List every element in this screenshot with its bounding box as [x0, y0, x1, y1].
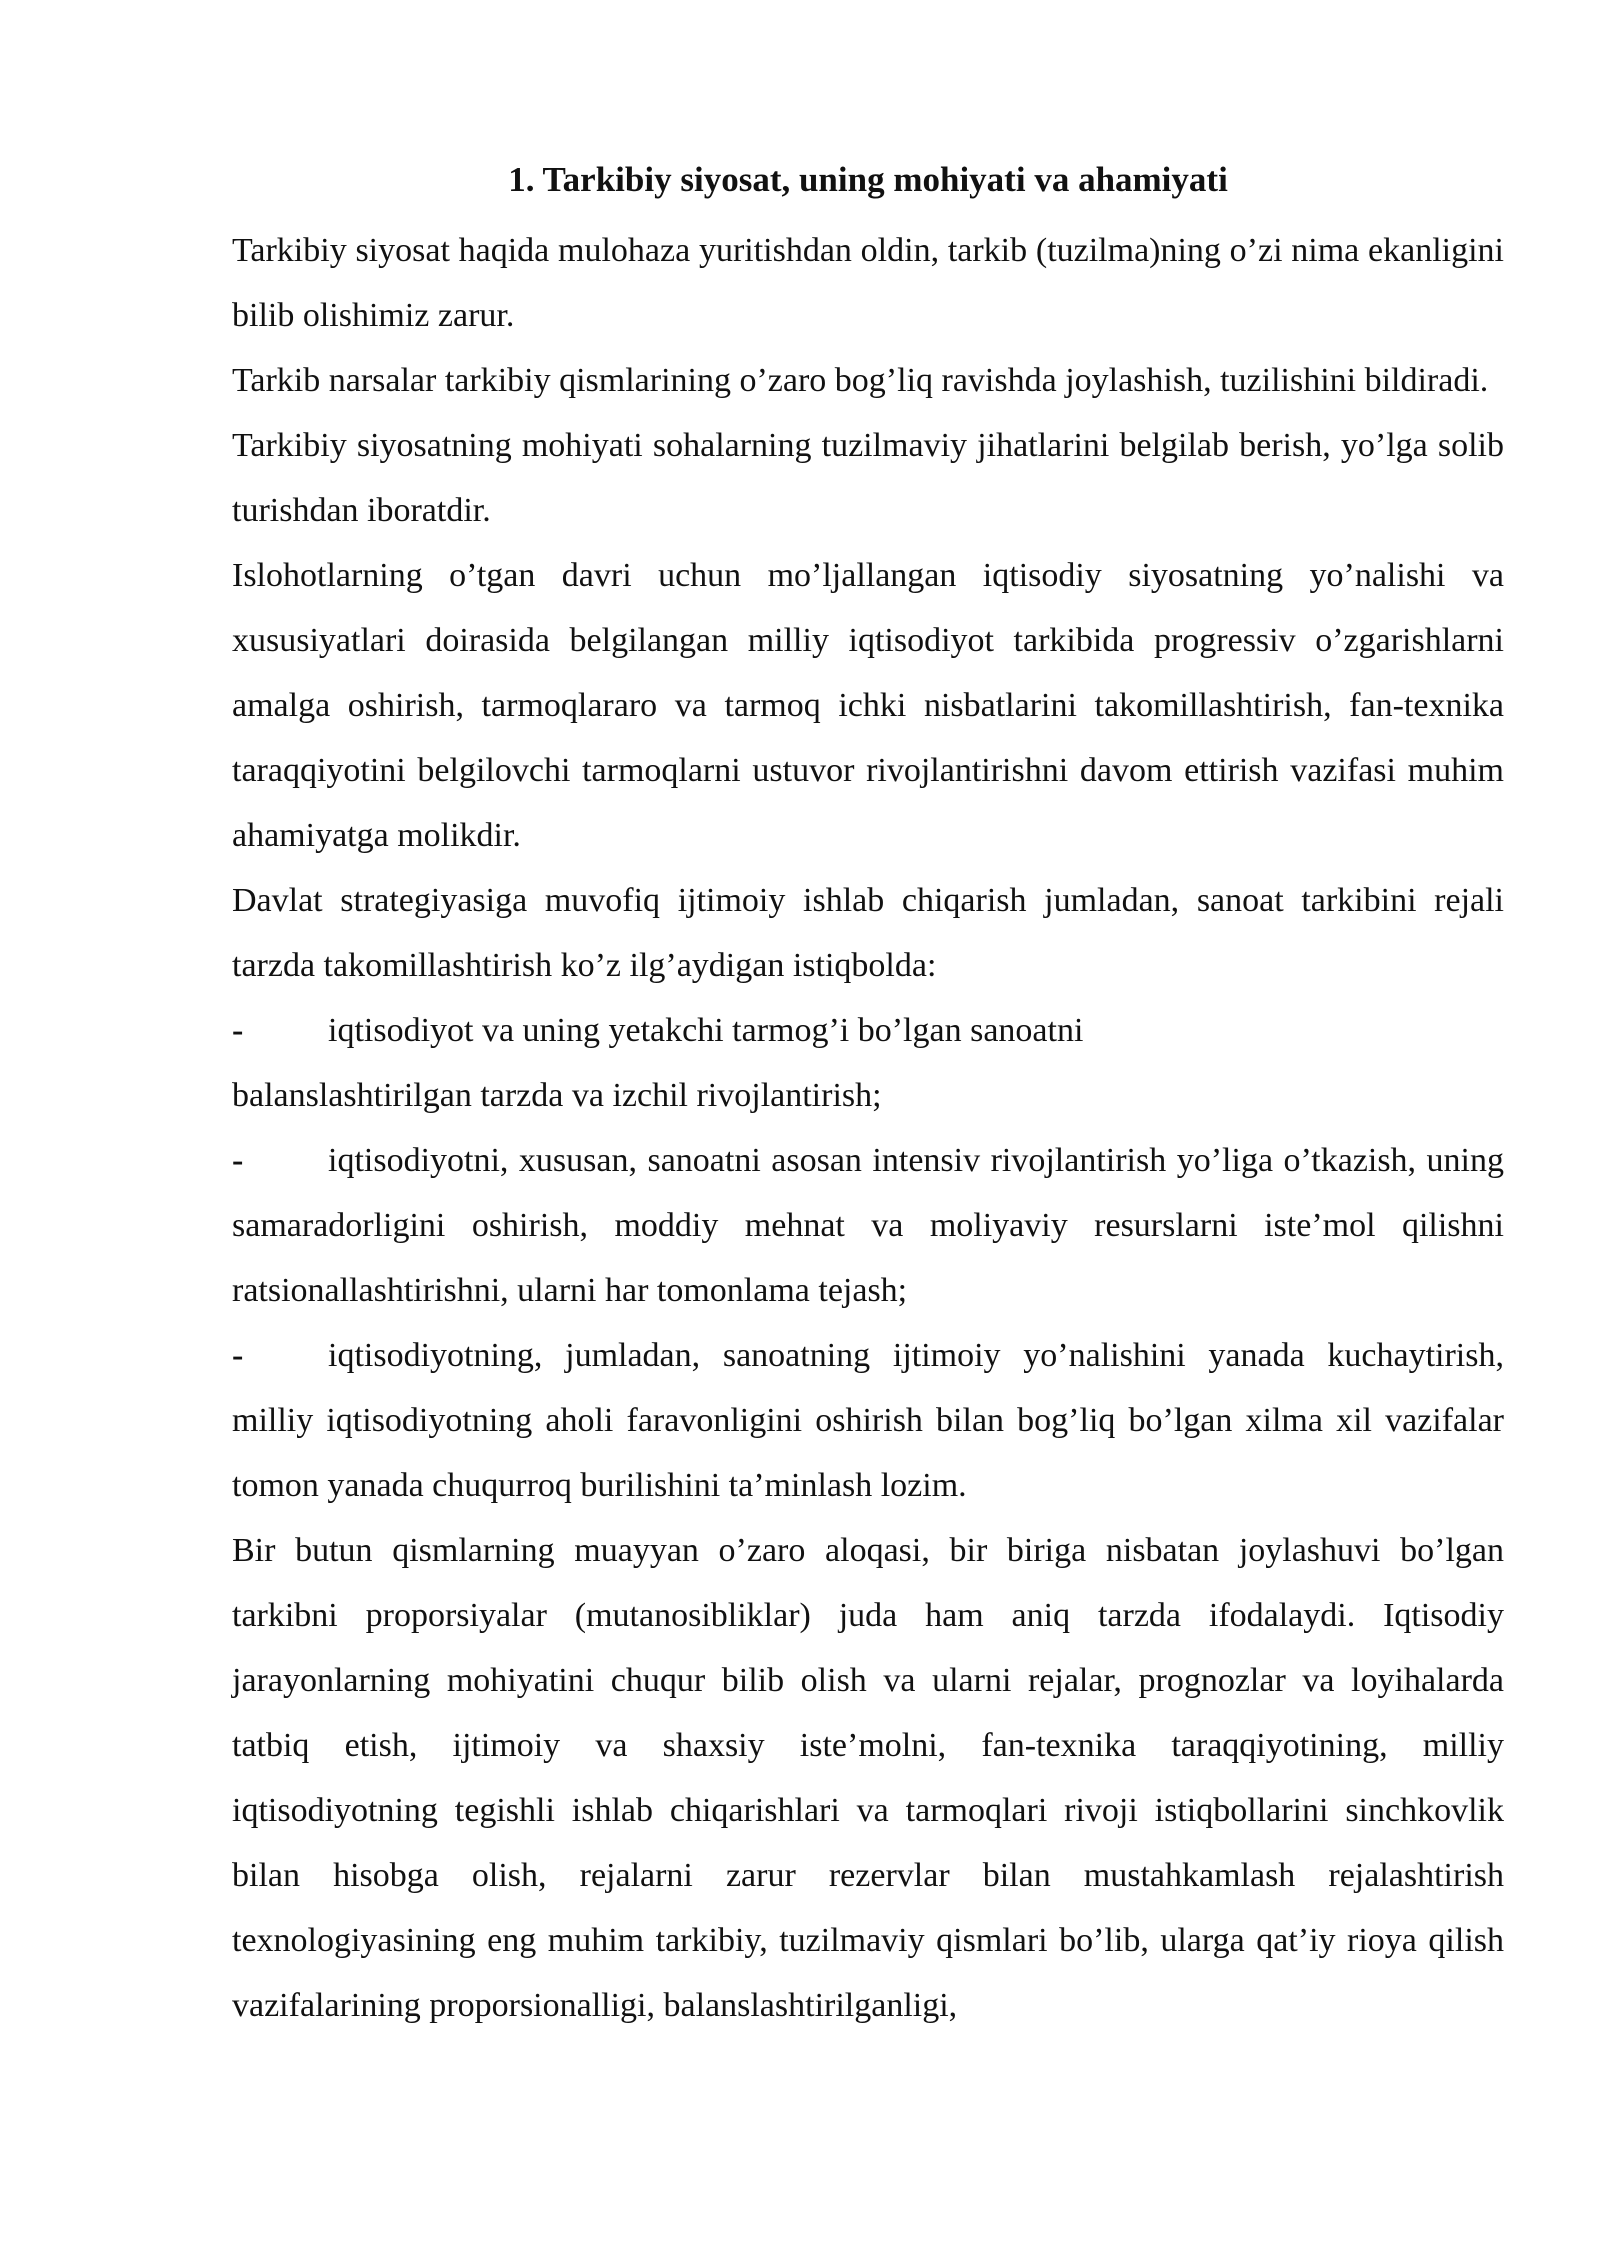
bullet-dash: -	[232, 1337, 244, 1374]
bullet-item-1-continuation: balanslashtirilgan tarzda va izchil rivojlantirish;	[232, 1077, 882, 1114]
section-title: 1. Tarkibiy siyosat, uning mohiyati va ahamiyati	[508, 160, 1228, 199]
bullet-dash: -	[232, 1142, 244, 1179]
paragraph-2: Tarkib narsalar tarkibiy qismlarining o’zaro bog’liq ravishda joylashish, tuzilishini bildiradi.	[232, 362, 1489, 399]
bullet-text: iqtisodiyotning, jumladan, sanoatning ijtimoiy yo’nalishini yanada kuchaytirish, milliy iqtisodiyotning aholi faravonligini oshirish bilan bog’liq bo’lgan xilma xil vazifalar tomon yanada chuqurroq burilishini ta’minlash lozim.	[232, 1337, 1504, 1504]
document-page	[232, 160, 1504, 2038]
bullet-item-3	[232, 1323, 1504, 1518]
paragraph-3: Tarkibiy siyosatning mohiyati sohalarning tuzilmaviy jihatlarini belgilab berish, yo’lga solib turishdan iboratdir.	[232, 427, 1504, 529]
closing-paragraph: Bir butun qismlarning muayyan o’zaro aloqasi, bir biriga nisbatan joylashuvi bo’lgan tarkibni proporsiyalar (mutanosibliklar) juda ham aniq tarzda ifodalaydi. Iqtisodiy jarayonlarning mohiyatini chuqur bilib olish va ularni rejalar, prognozlar va loyihalarda tatbiq etish, ijtimoiy va shaxsiy iste’molni, fan-texnika taraqqiyotining, milliy iqtisodiyotning tegishli ishlab chiqarishlari va tarmoqlari rivoji istiqbollarini sinchkovlik bilan hisobga olish, rejalarni zarur rezervlar bilan mustahkamlash rejalashtirish texnologiyasining eng muhim tarkibiy, tuzilmaviy qismlari bo’lib, ularga qat’iy rioya qilish vazifalarining proporsionalligi, balanslashtirilganligi,	[232, 1532, 1504, 2024]
bullet-item-1	[232, 998, 1504, 1063]
paragraph-5: Davlat strategiyasiga muvofiq ijtimoiy ishlab chiqarish jumladan, sanoat tarkibini rejali tarzda takomillashtirish ko’z ilg’aydigan istiqbolda:	[232, 882, 1504, 984]
paragraph-1: Tarkibiy siyosat haqida mulohaza yuritishdan oldin, tarkib (tuzilma)ning o’zi nima ekanligini bilib olishimiz zarur.	[232, 232, 1504, 334]
bullet-text-line: iqtisodiyot va uning yetakchi tarmog’i bo’lgan sanoatni	[328, 1012, 1084, 1049]
bullet-text: iqtisodiyotni, xususan, sanoatni asosan intensiv rivojlantirish yo’liga o’tkazish, uning samaradorligini oshirish, moddiy mehnat va moliyaviy resurslarni iste’mol qilishni ratsionallashtirishni, ularni har tomonlama tejash;	[232, 1142, 1504, 1309]
bullet-item-2	[232, 1128, 1504, 1323]
bullet-dash: -	[232, 1012, 244, 1049]
paragraph-4: Islohotlarning o’tgan davri uchun mo’ljallangan iqtisodiy siyosatning yo’nalishi va xususiyatlari doirasida belgilangan milliy iqtisodiyot tarkibida progressiv o’zgarishlarni amalga oshirish, tarmoqlararo va tarmoq ichki nisbatlarini takomillashtirish, fan-texnika taraqqiyotini belgilovchi tarmoqlarni ustuvor rivojlantirishni davom ettirish vazifasi muhim ahamiyatga molikdir.	[232, 557, 1504, 854]
